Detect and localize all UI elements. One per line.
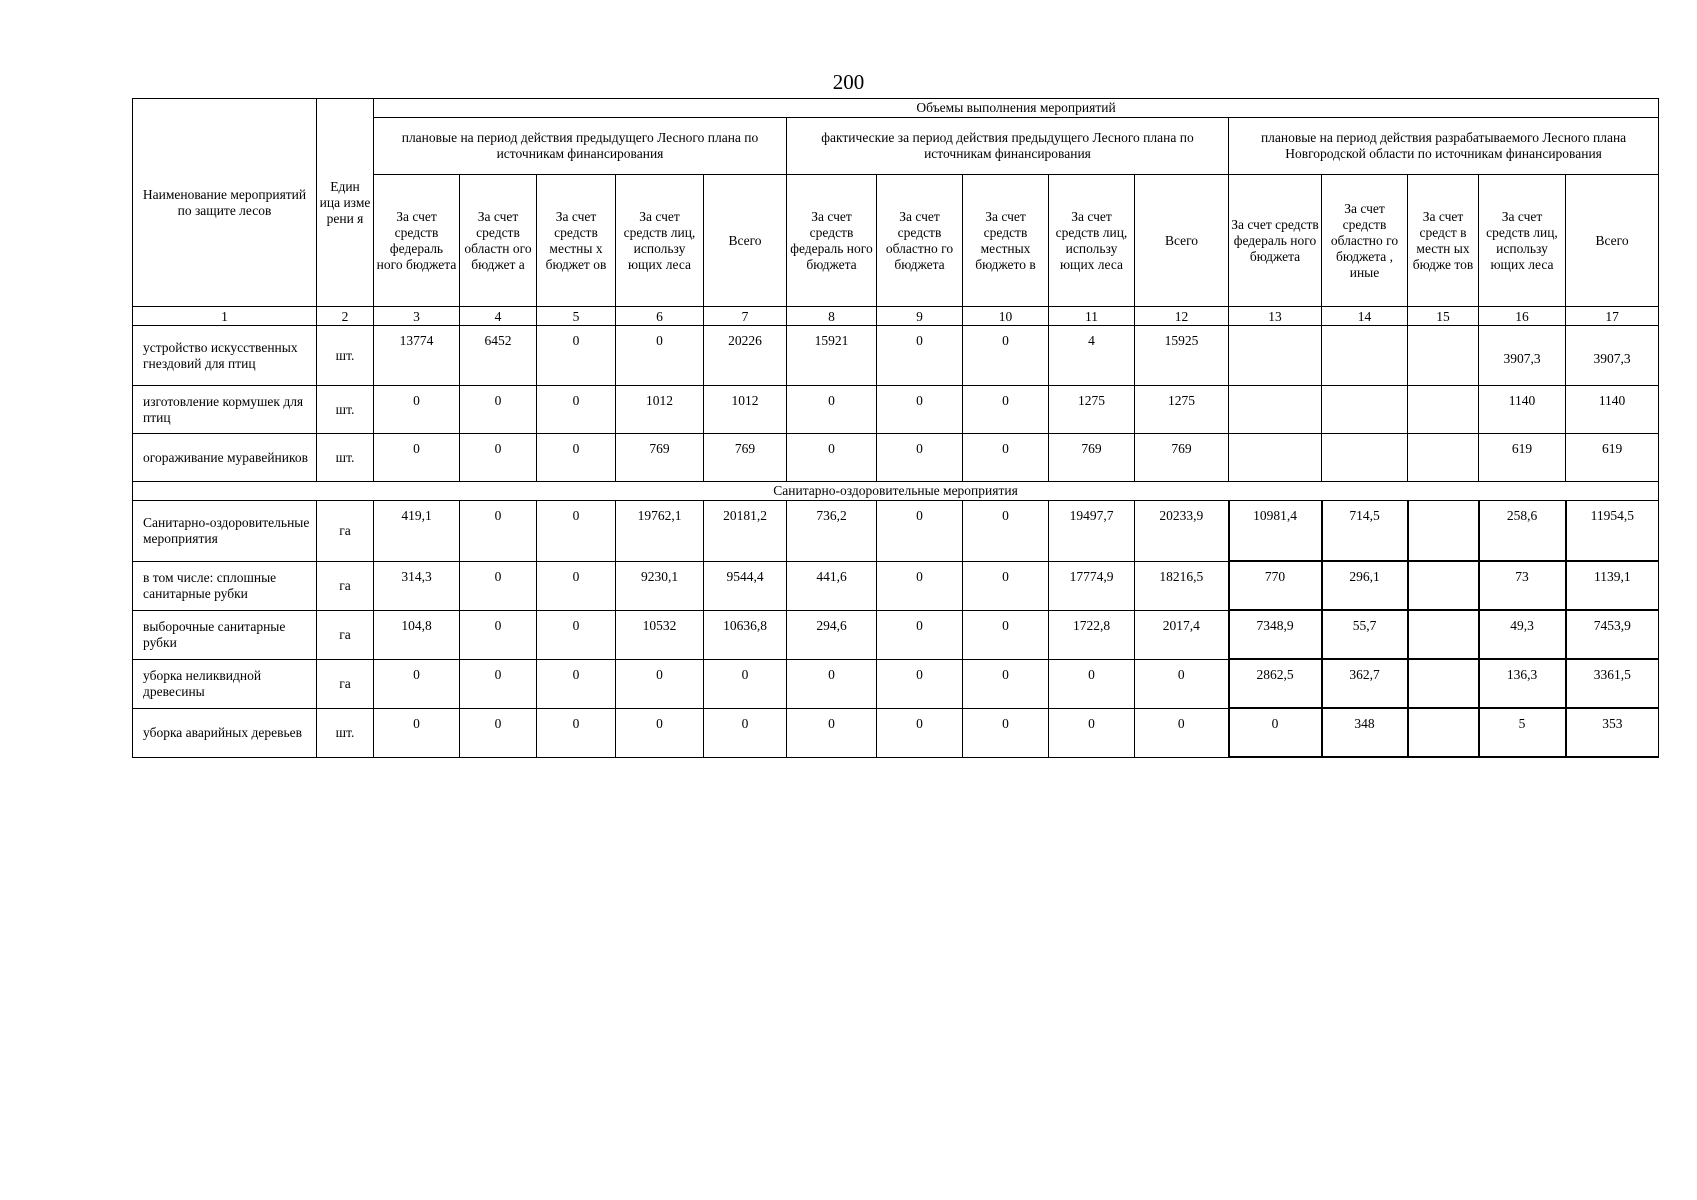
row-value-col-12: 20233,9 <box>1135 501 1229 562</box>
row-value-col-8: 0 <box>787 386 877 434</box>
column-number-17: 17 <box>1566 307 1659 326</box>
row-value-col-10: 0 <box>963 326 1049 386</box>
header-volumes-title: Объемы выполнения мероприятий <box>374 99 1659 118</box>
column-number-9: 9 <box>877 307 963 326</box>
row-value-col-13 <box>1229 326 1322 386</box>
header-column-17: Всего <box>1566 175 1659 307</box>
row-value-col-7: 1012 <box>704 386 787 434</box>
column-number-6: 6 <box>616 307 704 326</box>
row-value-col-9: 0 <box>877 561 963 610</box>
row-value-col-17: 3907,3 <box>1566 326 1659 386</box>
row-value-col-5: 0 <box>537 610 616 659</box>
table-row <box>133 434 1659 482</box>
row-value-col-11: 4 <box>1049 326 1135 386</box>
row-unit: шт. <box>317 326 374 386</box>
row-value-col-8: 736,2 <box>787 501 877 562</box>
row-value-col-14: 296,1 <box>1322 561 1408 610</box>
row-unit: га <box>317 659 374 708</box>
row-value-col-4: 0 <box>460 561 537 610</box>
row-value-col-11: 0 <box>1049 708 1135 757</box>
column-number-1: 1 <box>133 307 317 326</box>
column-number-13: 13 <box>1229 307 1322 326</box>
row-value-col-6: 9230,1 <box>616 561 704 610</box>
row-value-col-3: 0 <box>374 659 460 708</box>
table-row <box>133 659 1659 708</box>
row-value-col-5: 0 <box>537 386 616 434</box>
row-value-col-8: 0 <box>787 434 877 482</box>
header-column-11: За счет средств лиц, использу ющих леса <box>1049 175 1135 307</box>
row-value-col-5: 0 <box>537 326 616 386</box>
row-value-col-16: 1140 <box>1479 386 1566 434</box>
row-value-col-7: 20226 <box>704 326 787 386</box>
column-number-7: 7 <box>704 307 787 326</box>
row-value-col-12: 15925 <box>1135 326 1229 386</box>
table-row <box>133 610 1659 659</box>
row-value-col-12: 1275 <box>1135 386 1229 434</box>
row-unit: шт. <box>317 386 374 434</box>
row-name: уборка аварийных деревьев <box>133 708 317 757</box>
column-number-15: 15 <box>1408 307 1479 326</box>
row-value-col-11: 0 <box>1049 659 1135 708</box>
row-name: выборочные санитарные рубки <box>133 610 317 659</box>
row-value-col-9: 0 <box>877 326 963 386</box>
row-value-col-4: 0 <box>460 386 537 434</box>
row-value-col-12: 769 <box>1135 434 1229 482</box>
row-value-col-17: 619 <box>1566 434 1659 482</box>
row-value-col-10: 0 <box>963 659 1049 708</box>
column-number-5: 5 <box>537 307 616 326</box>
row-value-col-14: 362,7 <box>1322 659 1408 708</box>
row-value-col-16: 619 <box>1479 434 1566 482</box>
row-value-col-11: 1275 <box>1049 386 1135 434</box>
header-column-16: За счет средств лиц, использу ющих леса <box>1479 175 1566 307</box>
column-number-2: 2 <box>317 307 374 326</box>
row-value-col-17: 7453,9 <box>1566 610 1659 659</box>
row-value-col-10: 0 <box>963 708 1049 757</box>
row-value-col-9: 0 <box>877 708 963 757</box>
row-value-col-15 <box>1408 386 1479 434</box>
header-column-10: За счет средств местных бюджето в <box>963 175 1049 307</box>
row-value-col-12: 0 <box>1135 708 1229 757</box>
row-value-col-16: 5 <box>1479 708 1566 757</box>
row-value-col-3: 0 <box>374 386 460 434</box>
header-column-14: За счет средств областно го бюджета , иные <box>1322 175 1408 307</box>
row-value-col-9: 0 <box>877 386 963 434</box>
row-value-col-5: 0 <box>537 659 616 708</box>
table-row <box>133 561 1659 610</box>
row-name: устройство искусственных гнездовий для птиц <box>133 326 317 386</box>
column-number-12: 12 <box>1135 307 1229 326</box>
row-value-col-10: 0 <box>963 561 1049 610</box>
row-value-col-4: 0 <box>460 610 537 659</box>
row-value-col-5: 0 <box>537 561 616 610</box>
row-value-col-3: 104,8 <box>374 610 460 659</box>
row-value-col-5: 0 <box>537 501 616 562</box>
row-value-col-4: 0 <box>460 708 537 757</box>
row-value-col-5: 0 <box>537 708 616 757</box>
row-value-col-13: 10981,4 <box>1229 501 1322 562</box>
row-value-col-5: 0 <box>537 434 616 482</box>
row-value-col-9: 0 <box>877 659 963 708</box>
forest-protection-table <box>132 98 1659 758</box>
row-value-col-7: 9544,4 <box>704 561 787 610</box>
row-value-col-9: 0 <box>877 434 963 482</box>
row-value-col-16: 49,3 <box>1479 610 1566 659</box>
header-column-3: За счет средств федераль ного бюджета <box>374 175 460 307</box>
row-value-col-15 <box>1408 659 1479 708</box>
row-value-col-10: 0 <box>963 386 1049 434</box>
row-value-col-9: 0 <box>877 501 963 562</box>
column-number-3: 3 <box>374 307 460 326</box>
column-number-14: 14 <box>1322 307 1408 326</box>
row-value-col-12: 2017,4 <box>1135 610 1229 659</box>
row-value-col-13: 7348,9 <box>1229 610 1322 659</box>
row-name: в том числе: сплошные санитарные рубки <box>133 561 317 610</box>
row-value-col-6: 0 <box>616 659 704 708</box>
row-name: изготовление кормушек для птиц <box>133 386 317 434</box>
section-row <box>133 482 1659 501</box>
row-value-col-3: 419,1 <box>374 501 460 562</box>
row-value-col-7: 0 <box>704 659 787 708</box>
row-value-col-4: 0 <box>460 434 537 482</box>
header-column-7: Всего <box>704 175 787 307</box>
row-value-col-8: 441,6 <box>787 561 877 610</box>
row-value-col-13: 2862,5 <box>1229 659 1322 708</box>
table-body <box>133 99 1659 758</box>
row-unit: шт. <box>317 434 374 482</box>
row-value-col-7: 0 <box>704 708 787 757</box>
row-value-col-7: 10636,8 <box>704 610 787 659</box>
row-value-col-3: 0 <box>374 708 460 757</box>
column-number-10: 10 <box>963 307 1049 326</box>
row-value-col-6: 769 <box>616 434 704 482</box>
row-value-col-7: 769 <box>704 434 787 482</box>
header-group-planned-new: плановые на период действия разрабатываемого Лесного плана Новгородской области по источникам финансирования <box>1229 118 1659 175</box>
row-value-col-16: 73 <box>1479 561 1566 610</box>
row-value-col-15 <box>1408 708 1479 757</box>
row-value-col-17: 353 <box>1566 708 1659 757</box>
row-value-col-13: 0 <box>1229 708 1322 757</box>
row-unit: га <box>317 501 374 562</box>
header-row-numbers <box>133 307 1659 326</box>
row-value-col-14 <box>1322 386 1408 434</box>
row-value-col-17: 11954,5 <box>1566 501 1659 562</box>
header-name-column: Наименование мероприятий по защите лесов <box>133 99 317 307</box>
row-value-col-11: 769 <box>1049 434 1135 482</box>
row-value-col-11: 17774,9 <box>1049 561 1135 610</box>
row-value-col-9: 0 <box>877 610 963 659</box>
row-value-col-4: 0 <box>460 659 537 708</box>
table-row <box>133 501 1659 562</box>
section-title: Санитарно-оздоровительные мероприятия <box>133 482 1659 501</box>
column-number-4: 4 <box>460 307 537 326</box>
row-value-col-15 <box>1408 501 1479 562</box>
row-name: Санитарно-оздоровительные мероприятия <box>133 501 317 562</box>
row-value-col-11: 19497,7 <box>1049 501 1135 562</box>
header-column-15: За счет средст в местн ых бюдже тов <box>1408 175 1479 307</box>
header-unit-column: Един ица изме рени я <box>317 99 374 307</box>
header-column-5: За счет средств местны х бюджет ов <box>537 175 616 307</box>
row-value-col-8: 0 <box>787 659 877 708</box>
row-value-col-14: 55,7 <box>1322 610 1408 659</box>
row-value-col-11: 1722,8 <box>1049 610 1135 659</box>
table-row <box>133 708 1659 757</box>
row-unit: шт. <box>317 708 374 757</box>
row-value-col-10: 0 <box>963 610 1049 659</box>
row-value-col-6: 10532 <box>616 610 704 659</box>
row-value-col-15 <box>1408 561 1479 610</box>
row-name: огораживание муравейников <box>133 434 317 482</box>
row-value-col-4: 6452 <box>460 326 537 386</box>
row-value-col-16: 136,3 <box>1479 659 1566 708</box>
row-value-col-6: 1012 <box>616 386 704 434</box>
row-value-col-15 <box>1408 610 1479 659</box>
row-value-col-12: 18216,5 <box>1135 561 1229 610</box>
row-value-col-4: 0 <box>460 501 537 562</box>
header-column-4: За счет средств областн ого бюджет а <box>460 175 537 307</box>
header-column-9: За счет средств областно го бюджета <box>877 175 963 307</box>
row-value-col-13 <box>1229 386 1322 434</box>
row-value-col-8: 0 <box>787 708 877 757</box>
row-value-col-13: 770 <box>1229 561 1322 610</box>
row-name: уборка неликвидной древесины <box>133 659 317 708</box>
row-value-col-16: 3907,3 <box>1479 326 1566 386</box>
row-value-col-14 <box>1322 434 1408 482</box>
row-value-col-15 <box>1408 326 1479 386</box>
row-value-col-10: 0 <box>963 434 1049 482</box>
row-value-col-3: 314,3 <box>374 561 460 610</box>
row-value-col-6: 0 <box>616 326 704 386</box>
column-number-8: 8 <box>787 307 877 326</box>
header-column-12: Всего <box>1135 175 1229 307</box>
row-unit: га <box>317 610 374 659</box>
header-column-13: За счет средств федераль ного бюджета <box>1229 175 1322 307</box>
row-value-col-17: 3361,5 <box>1566 659 1659 708</box>
row-value-col-17: 1139,1 <box>1566 561 1659 610</box>
row-value-col-10: 0 <box>963 501 1049 562</box>
page-number: 200 <box>832 70 865 94</box>
table-row <box>133 326 1659 386</box>
row-value-col-6: 0 <box>616 708 704 757</box>
row-value-col-6: 19762,1 <box>616 501 704 562</box>
row-value-col-8: 294,6 <box>787 610 877 659</box>
row-value-col-14: 714,5 <box>1322 501 1408 562</box>
row-value-col-16: 258,6 <box>1479 501 1566 562</box>
header-group-planned-previous: плановые на период действия предыдущего Лесного плана по источникам финансирования <box>374 118 787 175</box>
row-value-col-15 <box>1408 434 1479 482</box>
row-value-col-8: 15921 <box>787 326 877 386</box>
header-group-actual-previous: фактические за период действия предыдущего Лесного плана по источникам финансирования <box>787 118 1229 175</box>
row-unit: га <box>317 561 374 610</box>
table-row <box>133 386 1659 434</box>
column-number-16: 16 <box>1479 307 1566 326</box>
column-number-11: 11 <box>1049 307 1135 326</box>
row-value-col-12: 0 <box>1135 659 1229 708</box>
row-value-col-17: 1140 <box>1566 386 1659 434</box>
header-column-8: За счет средств федераль ного бюджета <box>787 175 877 307</box>
header-row-volumes <box>133 99 1659 118</box>
row-value-col-7: 20181,2 <box>704 501 787 562</box>
header-column-6: За счет средств лиц, использу ющих леса <box>616 175 704 307</box>
row-value-col-13 <box>1229 434 1322 482</box>
row-value-col-3: 0 <box>374 434 460 482</box>
row-value-col-3: 13774 <box>374 326 460 386</box>
row-value-col-14: 348 <box>1322 708 1408 757</box>
row-value-col-14 <box>1322 326 1408 386</box>
